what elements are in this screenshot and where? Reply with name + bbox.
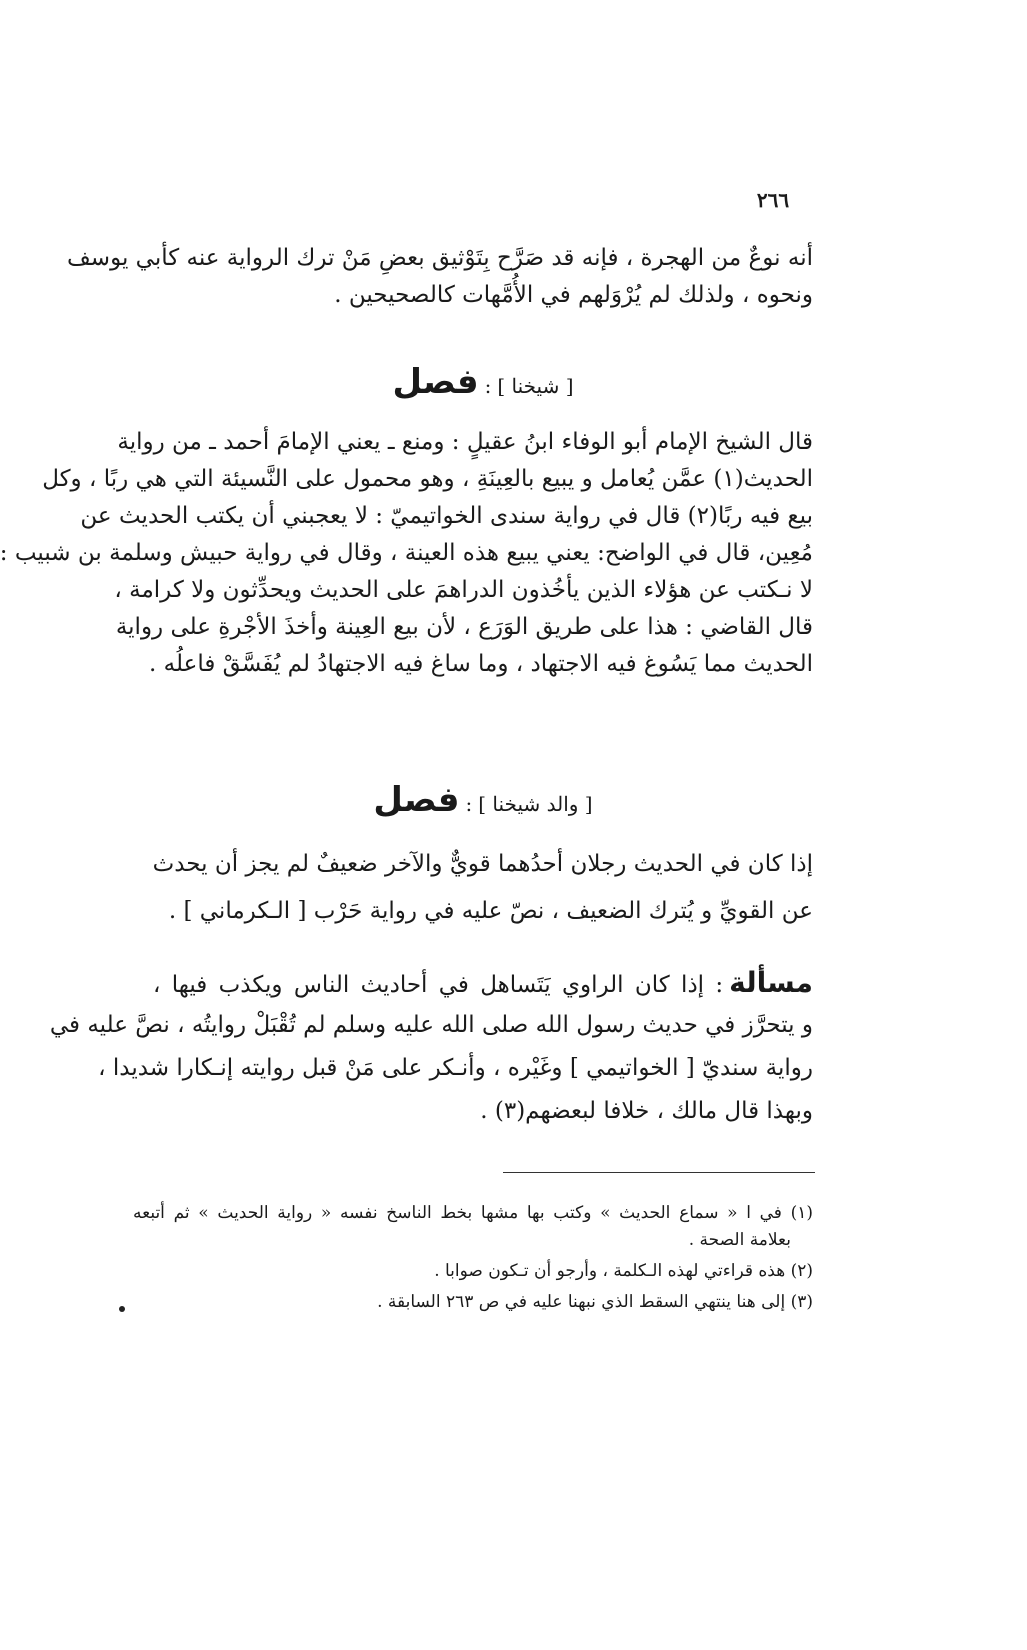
text-line: ونحوه ، ولذلك لم يُرْوَلهم في الأُمَّهات كالصحيحين . <box>334 282 813 308</box>
footnote-2: (٢) هذه قراءتي لهذه الـكلمة ، وأرجو أن تـكون صوابا . <box>434 1261 813 1281</box>
footnotes <box>133 1200 813 1316</box>
heading-colon: : <box>484 374 492 398</box>
text-line: قال القاضي : هذا على طريق الوَرَع ، لأن بيع العِينة وأخذَ الأجْرةِ على رواية <box>115 614 813 640</box>
heading-note: [ والد شيخنا ] <box>478 792 593 816</box>
paragraph-2 <box>153 850 813 926</box>
text-line: إذا كان في الحديث رجلان أحدُهما قويٌّ والآخر ضعيفٌ لم يجز أن يحدث <box>152 851 813 877</box>
text-line: رواية سنديّ [ الخواتيمي ] وغَيْره ، وأنـكر على مَنْ قبل روايته إنـكارا شديدا ، <box>98 1055 813 1081</box>
text-line: الحديث مما يَسُوغ فيه الاجتهاد ، وما ساغ فيه الاجتهادُ لم يُفَسَّقْ فاعلُه . <box>149 651 813 677</box>
footnote-1: (١) في ا « سماع الحديث » وكتب بها مشها بخط الناسخ نفسه « رواية الحديث » ثم أتبعه <box>133 1203 813 1223</box>
text-line: أنه نوعٌ من الهجرة ، فإنه قد صَرَّح بِتَوْثيق بعضِ مَنْ ترك الرواية عنه كأبي يوسف <box>66 245 813 271</box>
intro-paragraph <box>66 244 813 310</box>
heading-title: فصل <box>373 780 460 820</box>
section-heading-1 <box>153 362 813 402</box>
footnote-3: (٣) إلى هنا ينتهي السقط الذي نبهنا عليه في ص ٢٦٣ السابقة . <box>377 1292 813 1312</box>
footnote-1-continuation: بعلامة الصحة . <box>688 1230 791 1250</box>
footnote-divider <box>503 1172 815 1173</box>
margin-dot <box>119 1306 125 1312</box>
heading-note: [ شيخنا ] <box>497 374 574 398</box>
text-line: بيع فيه ربًا(٢) قال في رواية سندى الخواتيميّ : لا يعجبني أن يكتب الحديث عن <box>80 503 813 529</box>
page-number: ٢٦٦ <box>756 188 790 212</box>
text-line <box>153 968 813 997</box>
paragraph-1 <box>0 428 813 679</box>
text-line: عن القويِّ و يُترك الضعيف ، نصّ عليه في رواية حَرْب [ الـكرماني ] . <box>168 898 813 924</box>
heading-title: فصل <box>392 362 479 402</box>
text-line: مُعِين، قال في الواضح: يعني يبيع هذه العينة ، وقال في رواية حبيش وسلمة بن شبيب : <box>0 540 813 566</box>
masala-text: : إذا كان الراوي يَتَساهل في أحاديث الناس ويكذب فيها ، <box>153 972 724 998</box>
text-line: قال الشيخ الإمام أبو الوفاء ابنُ عقيلٍ : ومنع ـ يعني الإمامَ أحمد ـ من رواية <box>117 429 813 455</box>
text-line: لا نـكتب عن هؤلاء الذين يأخُذون الدراهمَ على الحديث ويحدِّثون ولا كرامة ، <box>114 577 813 603</box>
heading-colon: : <box>465 792 473 816</box>
text-line: الحديث(١) عمَّن يُعامل و يبيع بالعِينَةِ ، وهو محمول على النَّسيئة التي هي ربًا ، وكل <box>42 466 813 492</box>
masala-heading: مسألة <box>729 966 813 999</box>
text-line: و يتحرَّز في حديث رسول الله صلى الله عليه وسلم لم تُقْبَلْ روايتُه ، نصَّ عليه في <box>49 1012 813 1038</box>
paragraph-3 <box>49 966 813 1126</box>
text-line: وبهذا قال مالك ، خلافا لبعضهم(٣) . <box>480 1098 813 1124</box>
section-heading-2 <box>153 780 813 820</box>
